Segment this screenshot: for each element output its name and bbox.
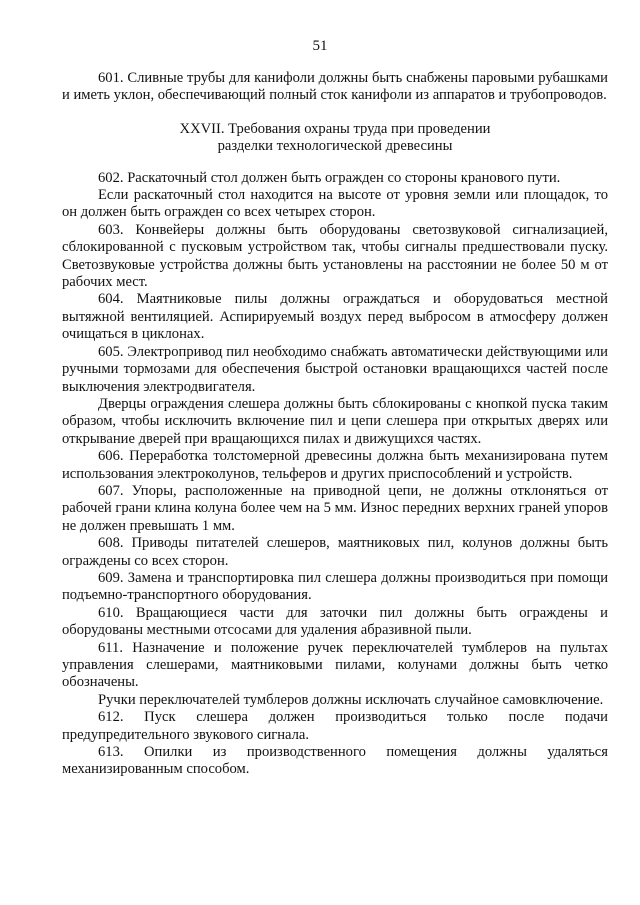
paragraph-605-continued: Дверцы ограждения слешера должны быть сблокированы с кнопкой пуска таким образом, чтобы исключить включение пил и цепи слешера при открытых дверях или открывание дверей при вращающихся пилах и движущихся частях. (62, 395, 608, 447)
page-number: 51 (312, 38, 328, 54)
paragraph-612: 612. Пуск слешера должен производиться только после подачи предупредительного звукового сигнала. (62, 709, 608, 743)
paragraph-610: 610. Вращающиеся части для заточки пил должны быть ограждены и оборудованы местными отсосами для удаления абразивной пыли. (62, 604, 608, 639)
section-title-line-1: XXVII. Требования охраны труда при проведении (179, 120, 491, 137)
paragraph-602: 602. Раскаточный стол должен быть огражден со стороны кранового пути. (98, 169, 561, 186)
paragraph-613: 613. Опилки из производственного помещения должны удаляться механизированным способом. (62, 744, 608, 778)
paragraph-603: 603. Конвейеры должны быть оборудованы светозвуковой сигнализацией, сблокированной с пусковым устройством так, чтобы сигналы предшествовали пуску. Светозвуковые устройства должны быть установлены на расстоянии не более 50 м от рабочих мест. (62, 221, 608, 291)
paragraph-608: 608. Приводы питателей слешеров, маятниковых пил, колунов должны быть ограждены со всех сторон. (62, 535, 608, 569)
paragraph-604: 604. Маятниковые пилы должны ограждаться и оборудоваться местной вытяжной вентиляцией. Аспирируемый воздух перед выбросом в атмосферу должен очищаться в циклонах. (62, 291, 608, 343)
paragraph-611-continued: Ручки переключателей тумблеров должны исключать случайное самовключение. (98, 691, 604, 708)
paragraph-606: 606. Переработка толстомерной древесины должна быть механизирована путем использования электроколунов, тельферов и других приспособлений и устройств. (62, 448, 608, 482)
paragraph-611: 611. Назначение и положение ручек переключателей тумблеров на пультах управления слешерами, маятниковыми пилами, колунами должны быть четко обозначены. (62, 639, 608, 691)
paragraph-605: 605. Электропривод пил необходимо снабжать автоматически действующими или ручными тормозами для обеспечения быстрой остановки вращающихся частей после выключения электродвигателя. (62, 343, 608, 395)
paragraph-601: 601. Сливные трубы для канифоли должны быть снабжены паровыми рубашками и иметь уклон, обеспечивающий полный сток канифоли из аппаратов и трубопроводов. (62, 70, 608, 104)
document-body (62, 70, 608, 779)
section-title-line-2: разделки технологической древесины (217, 138, 453, 155)
paragraph-602-continued: Если раскаточный стол находится на высоте от уровня земли или площадок, то он должен быть огражден со всех четырех сторон. (62, 187, 608, 221)
paragraph-609: 609. Замена и транспортировка пил слешера должны производиться при помощи подъемно-транспортного оборудования. (62, 569, 608, 604)
paragraph-607: 607. Упоры, расположенные на приводной цепи, не должны отклоняться от рабочей грани клина колуна более чем на 5 мм. Износ передних верхних граней упоров не должен превышать 1 мм. (62, 482, 608, 534)
section-heading (62, 121, 608, 156)
